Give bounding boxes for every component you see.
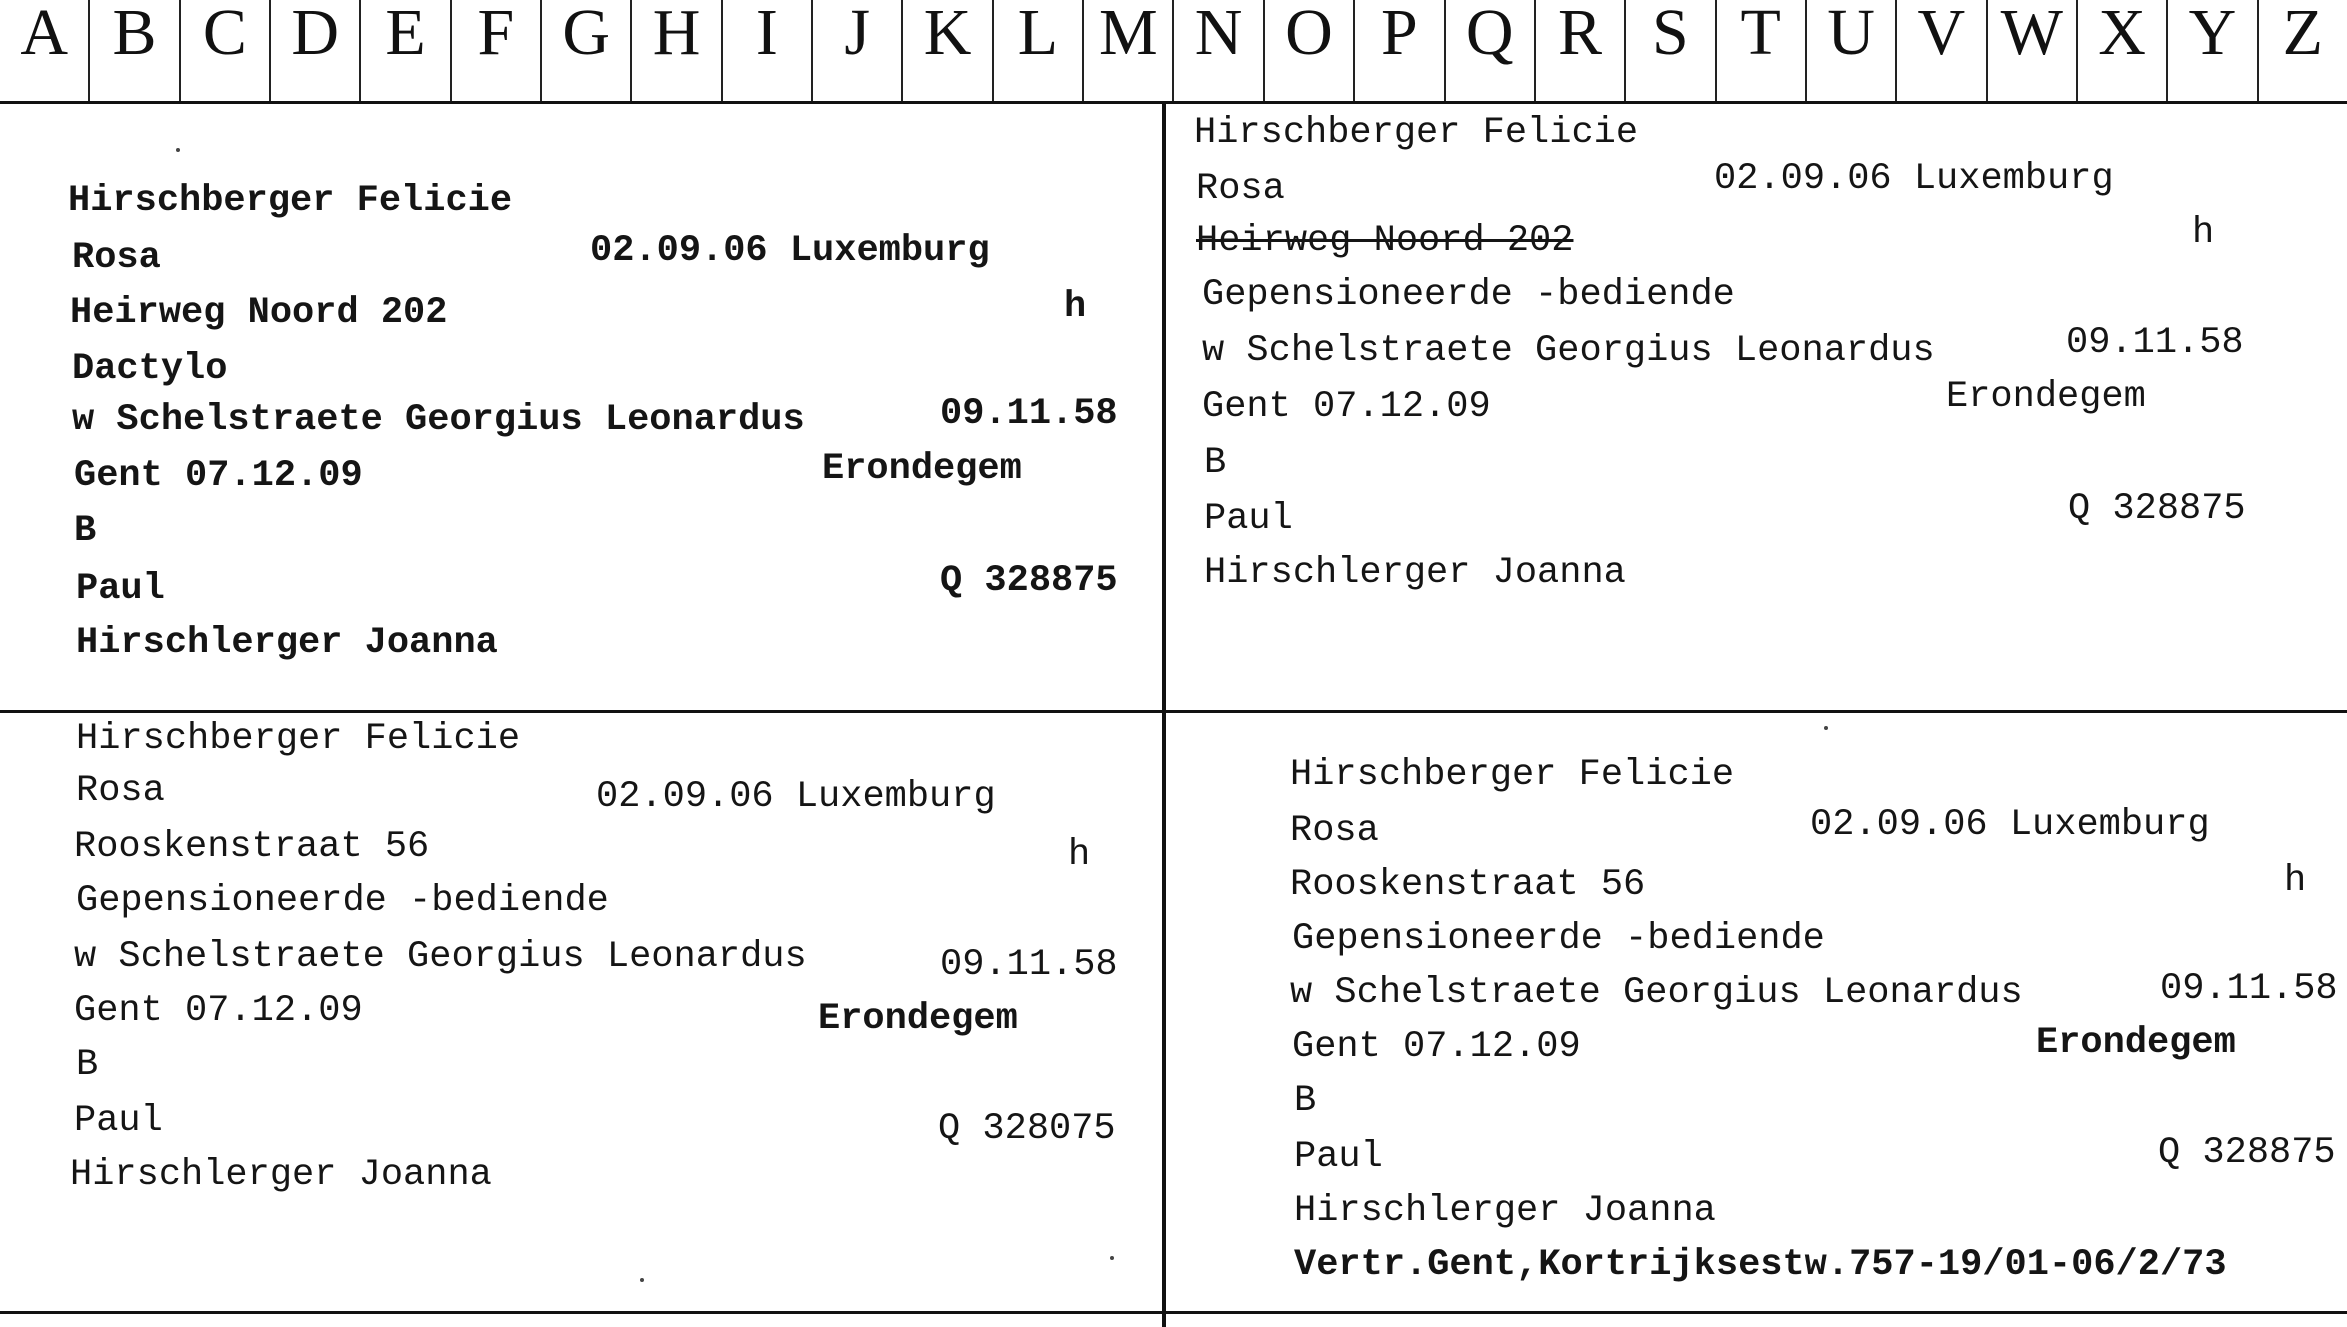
- index-letter-h: H: [630, 0, 720, 101]
- mother-line: Hirschlerger Joanna: [1294, 1190, 1716, 1232]
- code-line: B: [76, 1044, 99, 1086]
- marriage-line: Gent 07.12.09: [1292, 1026, 1581, 1068]
- surname-line: Hirschberger Felicie: [1290, 754, 1735, 796]
- first-name-line: Rosa: [1196, 168, 1285, 210]
- spouse-birth: 09.11.58: [2160, 968, 2338, 1010]
- address-line-struck: Heirweg Noord 202: [1196, 220, 1574, 262]
- index-letter-a: A: [20, 0, 68, 69]
- mother-line: Hirschlerger Joanna: [70, 1154, 492, 1196]
- father-line: Paul: [1294, 1136, 1383, 1178]
- scan-speck: [176, 148, 180, 152]
- bottom-divider: [0, 1311, 2347, 1314]
- spouse-place: Erondegem: [818, 998, 1018, 1040]
- index-letter-d: D: [269, 0, 359, 101]
- record-card-top-right: [1166, 107, 2347, 707]
- occupation-line: Gepensioneerde -bediende: [76, 880, 609, 922]
- birth-line: 02.09.06 Luxemburg: [596, 776, 996, 818]
- index-letter-k: K: [901, 0, 991, 101]
- marker-h: h: [1064, 286, 1087, 328]
- code-line: B: [1294, 1080, 1317, 1122]
- occupation-line: Gepensioneerde -bediende: [1202, 274, 1735, 316]
- record-card-bottom-right: [1166, 713, 2347, 1309]
- reference-number: Q 328075: [938, 1108, 1116, 1150]
- index-letter-e: E: [359, 0, 449, 101]
- address-line: Rooskenstraat 56: [1290, 864, 1646, 906]
- index-letter-b: B: [88, 0, 178, 101]
- alphabet-index: [0, 0, 2347, 104]
- index-letter-p: P: [1353, 0, 1443, 101]
- index-letter-q: Q: [1444, 0, 1534, 101]
- surname-line: Hirschberger Felicie: [68, 180, 513, 222]
- spouse-line: w Schelstraete Georgius Leonardus: [1202, 330, 1935, 372]
- reference-number: Q 328875: [940, 560, 1118, 602]
- spouse-place: Erondegem: [2036, 1022, 2236, 1064]
- reference-number: Q 328875: [2068, 488, 2246, 530]
- scan-speck: [1824, 726, 1828, 730]
- index-letter-i: I: [721, 0, 811, 101]
- index-letter-s: S: [1624, 0, 1714, 101]
- index-letter-n: N: [1172, 0, 1262, 101]
- mother-line: Hirschlerger Joanna: [76, 622, 498, 664]
- birth-line: 02.09.06 Luxemburg: [590, 230, 990, 272]
- index-letter-r: R: [1534, 0, 1624, 101]
- spouse-birth: 09.11.58: [940, 944, 1118, 986]
- index-letter-x: X: [2076, 0, 2166, 101]
- code-line: B: [74, 510, 97, 552]
- index-letter-v: V: [1895, 0, 1985, 101]
- first-name-line: Rosa: [76, 770, 165, 812]
- code-line: B: [1204, 442, 1227, 484]
- address-line: Heirweg Noord 202: [70, 292, 448, 334]
- surname-line: Hirschberger Felicie: [76, 718, 521, 760]
- index-letter-w: W: [1986, 0, 2076, 101]
- reference-number: Q 328875: [2158, 1132, 2336, 1174]
- surname-line: Hirschberger Felicie: [1194, 112, 1639, 154]
- spouse-line: w Schelstraete Georgius Leonardus: [74, 936, 807, 978]
- index-letter-f: F: [450, 0, 540, 101]
- marriage-line: Gent 07.12.09: [74, 455, 363, 497]
- record-card-bottom-left: [0, 713, 1160, 1309]
- father-line: Paul: [1204, 498, 1293, 540]
- address-line: Rooskenstraat 56: [74, 826, 430, 868]
- index-letter-l: L: [992, 0, 1082, 101]
- first-name-line: Rosa: [72, 237, 161, 279]
- index-letter-t: T: [1715, 0, 1805, 101]
- birth-line: 02.09.06 Luxemburg: [1714, 158, 2114, 200]
- birth-line: 02.09.06 Luxemburg: [1810, 804, 2210, 846]
- spouse-place: Erondegem: [822, 448, 1022, 490]
- index-letter-m: M: [1082, 0, 1172, 101]
- first-name-line: Rosa: [1290, 810, 1379, 852]
- scan-speck: [1110, 1256, 1114, 1260]
- marker-h: h: [1068, 834, 1091, 876]
- marriage-line: Gent 07.12.09: [1202, 386, 1491, 428]
- father-line: Paul: [76, 568, 165, 610]
- record-card-top-left: [0, 107, 1160, 707]
- index-letter-y: Y: [2166, 0, 2256, 101]
- occupation-line: Gepensioneerde -bediende: [1292, 918, 1825, 960]
- occupation-line: Dactylo: [72, 348, 228, 390]
- footer-annotation: Vertr.Gent,Kortrijksestw.757-19/01-06/2/73: [1294, 1244, 2227, 1286]
- index-letter-o: O: [1263, 0, 1353, 101]
- marriage-line: Gent 07.12.09: [74, 990, 363, 1032]
- index-letter-c: C: [179, 0, 269, 101]
- spouse-line: w Schelstraete Georgius Leonardus: [72, 399, 805, 441]
- spouse-birth: 09.11.58: [2066, 322, 2244, 364]
- father-line: Paul: [74, 1100, 163, 1142]
- marker-h: h: [2192, 212, 2215, 254]
- mother-line: Hirschlerger Joanna: [1204, 552, 1626, 594]
- index-letter-z: Z: [2257, 0, 2347, 101]
- index-letter-j: J: [811, 0, 901, 101]
- spouse-line: w Schelstraete Georgius Leonardus: [1290, 972, 2023, 1014]
- spouse-birth: 09.11.58: [940, 393, 1118, 435]
- scan-speck: [640, 1278, 644, 1282]
- index-letter-u: U: [1805, 0, 1895, 101]
- index-letter-g: G: [540, 0, 630, 101]
- spouse-place: Erondegem: [1946, 376, 2146, 418]
- marker-h: h: [2284, 860, 2307, 902]
